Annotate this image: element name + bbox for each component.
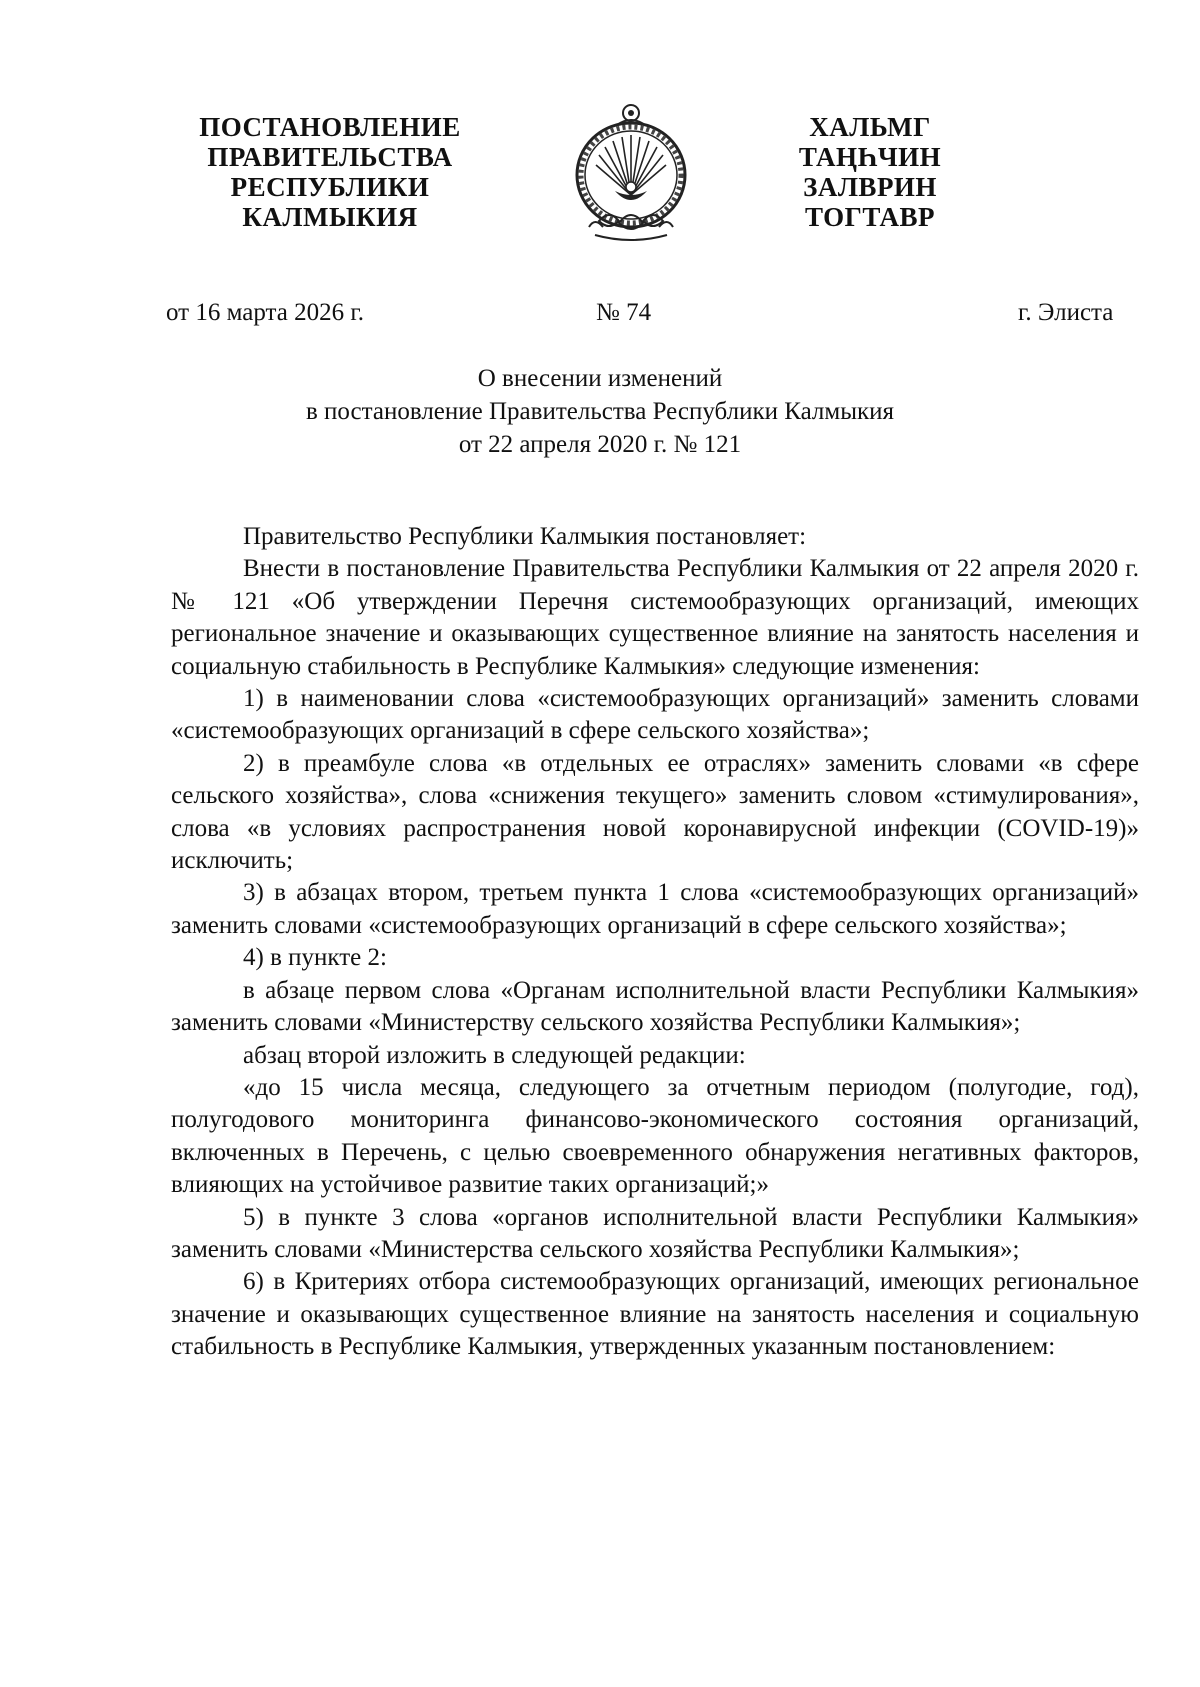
- body-paragraph: 5) в пункте 3 слова «органов исполнительной власти Республики Калмыкия» заменить словами «Министерства сельского хозяйства Республики Калмыкия»;: [171, 1203, 1139, 1263]
- body-paragraph: абзац второй изложить в следующей редакции:: [243, 1041, 746, 1069]
- body-paragraph: в абзаце первом слова «Органам исполнительной власти Республики Калмыкия» заменить словами «Министерству сельского хозяйства Республики Калмыкия»;: [171, 976, 1139, 1037]
- body-paragraph: 6) в Критериях отбора системообразующих организаций, имеющих региональное значение и оказывающих существенное влияние на занятость населения и социальную стабильность в Республике Калмыкия, утвержденных указанным постановлением:: [171, 1268, 1139, 1361]
- body-paragraph: 4) в пункте 2:: [243, 944, 387, 972]
- body-paragraph: 3) в абзацах втором, третьем пункта 1 слова «системообразующих организаций» заменить словами «системообразующих организаций в сфере сельского хозяйства»;: [171, 879, 1139, 939]
- header-left-line: ПРАВИТЕЛЬСТВА: [207, 142, 453, 172]
- title-line: О внесении изменений: [477, 365, 723, 392]
- body-paragraph: Правительство Республики Калмыкия постановляет:: [243, 523, 807, 550]
- body-paragraph: «до 15 числа месяца, следующего за отчетным периодом (полугодие, год), полугодового мониторинга финансово-экономического состояния организаций, включенных в Перечень, с целью своевременного обнаружения негативных факторов, влияющих на устойчивое развитие таких организаций;»: [171, 1073, 1139, 1199]
- header-right-line: ЗАЛВРИН: [803, 172, 937, 202]
- title-line: в постановление Правительства Республики Калмыкия: [305, 398, 895, 425]
- header-kalmyk: [740, 112, 1000, 232]
- title-line: от 22 апреля 2020 г. № 121: [458, 431, 742, 458]
- header-left-line: РЕСПУБЛИКИ: [230, 172, 430, 202]
- body-paragraph: 1) в наименовании слова «системообразующих организаций» заменить словами «системообразующих организаций в сфере сельского хозяйства»;: [171, 685, 1139, 745]
- header-right-line: ТОГТАВР: [805, 202, 935, 232]
- document-number: № 74: [596, 299, 652, 326]
- document-city: г. Элиста: [1018, 299, 1114, 326]
- document-body: [171, 521, 1139, 1364]
- header-russian: [150, 112, 510, 232]
- header-left-line: ПОСТАНОВЛЕНИЕ: [199, 112, 461, 142]
- document-title: [0, 362, 1200, 461]
- body-paragraph: 2) в преамбуле слова «в отдельных ее отраслях» заменить словами «в сфере сельского хозяйства», слова «снижения текущего» заменить словом «стимулирования», слова «в условиях распространения новой коронавирусной инфекции (COVID-19)» исключить;: [171, 749, 1139, 875]
- body-paragraph: Внести в постановление Правительства Республики Калмыкия от 22 апреля 2020 г. № 121 «Об утверждении Перечня системообразующих организаций, имеющих региональное значение и оказывающих существенное влияние на занятость населения и социальную стабильность в Республике Калмыкия» следующие изменения:: [171, 555, 1139, 680]
- header-right-line: ТАҢҺЧИН: [798, 142, 942, 172]
- kalmykia-coat-of-arms-icon: [569, 103, 693, 249]
- header-left-line: КАЛМЫКИЯ: [242, 202, 418, 232]
- header-right-line: ХАЛЬМГ: [809, 112, 931, 142]
- document-date: от 16 марта 2026 г.: [166, 299, 365, 326]
